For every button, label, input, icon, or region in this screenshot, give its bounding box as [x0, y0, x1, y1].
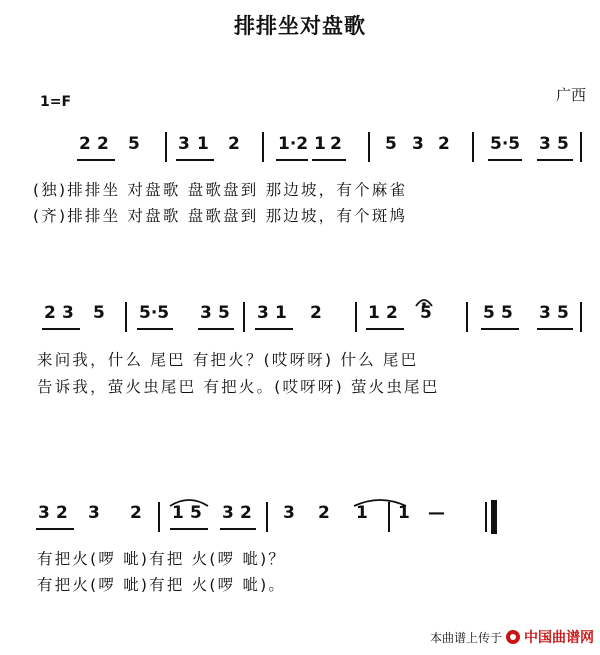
note: 2 — [438, 134, 450, 154]
note: 3 — [62, 303, 74, 323]
note: 2 — [330, 134, 342, 154]
note: 2 — [79, 134, 91, 154]
note: 5 — [190, 503, 202, 523]
barline — [466, 302, 468, 332]
note: 3 — [412, 134, 424, 154]
final-barline-thin — [485, 502, 487, 532]
lyric-chorus: (齐)排排坐 对盘歌 盘歌盘到 那边坡，有个斑鸠 — [33, 207, 408, 225]
underline — [537, 328, 573, 330]
note: 5 — [385, 134, 397, 154]
note: — — [428, 503, 445, 523]
underline — [366, 328, 404, 330]
barline — [368, 132, 370, 162]
underline — [481, 328, 519, 330]
underline — [198, 328, 234, 330]
note: 1 — [172, 503, 184, 523]
note: 2 — [228, 134, 240, 154]
note: 2 — [240, 503, 252, 523]
barline — [580, 302, 582, 332]
underline — [220, 528, 256, 530]
note: 5 — [557, 303, 569, 323]
barline — [266, 502, 268, 532]
note: 5 — [420, 303, 432, 323]
underline — [255, 328, 293, 330]
note: 5 — [557, 134, 569, 154]
barline — [262, 132, 264, 162]
underline — [137, 328, 173, 330]
note: 1 — [356, 503, 368, 523]
note: 1·2 — [278, 134, 309, 154]
lyric-solo: (独)排排坐 对盘歌 盘歌盘到 那边坡，有个麻雀 — [33, 181, 408, 199]
underline — [170, 528, 208, 530]
barline — [158, 502, 160, 532]
note: 5 — [218, 303, 230, 323]
underline — [537, 159, 573, 161]
key-signature: 1=F — [40, 94, 72, 110]
note: 3 — [539, 303, 551, 323]
underline — [276, 159, 308, 161]
note: 2 — [386, 303, 398, 323]
upload-text: 本曲谱上传于 — [429, 630, 502, 645]
song-title: 排排坐对盘歌 — [234, 14, 366, 38]
site-logo-icon — [506, 630, 520, 644]
note: 3 — [283, 503, 295, 523]
underline — [312, 159, 346, 161]
underline — [176, 159, 214, 161]
note: 1 — [197, 134, 209, 154]
lyric-chorus: 告诉我，萤火虫尾巴 有把火。(哎呀呀) 萤火虫尾巴 — [37, 378, 440, 396]
barline — [472, 132, 474, 162]
note: 3 — [38, 503, 50, 523]
barline — [580, 132, 582, 162]
lyric-solo: 有把火(啰 呲)有把 火(啰 呲)？ — [37, 550, 287, 568]
note: 5·5 — [490, 134, 521, 154]
lyric-solo: 来问我，什么 尾巴 有把火？(哎呀呀) 什么 尾巴 — [37, 351, 419, 369]
note: 5 — [128, 134, 140, 154]
underline — [36, 528, 74, 530]
note: 2 — [318, 503, 330, 523]
footer — [430, 627, 594, 647]
note: 3 — [178, 134, 190, 154]
note: 3 — [200, 303, 212, 323]
underline — [77, 159, 115, 161]
note: 5 — [93, 303, 105, 323]
note: 5 — [483, 303, 495, 323]
underline — [488, 159, 522, 161]
note: 3 — [257, 303, 269, 323]
note: 5·5 — [139, 303, 170, 323]
note: 2 — [310, 303, 322, 323]
note: 3 — [222, 503, 234, 523]
note: 1 — [398, 503, 410, 523]
final-barline-thick — [491, 500, 497, 534]
note: 1 — [368, 303, 380, 323]
note: 1 — [314, 134, 326, 154]
barline — [355, 302, 357, 332]
note: 1 — [275, 303, 287, 323]
note: 2 — [56, 503, 68, 523]
note: 2 — [44, 303, 56, 323]
note: 3 — [88, 503, 100, 523]
site-name[interactable]: 中国曲谱网 — [524, 630, 594, 646]
song-origin: 广西 — [555, 86, 586, 104]
note: 5 — [501, 303, 513, 323]
underline — [42, 328, 80, 330]
barline — [243, 302, 245, 332]
note: 2 — [97, 134, 109, 154]
note: 3 — [539, 134, 551, 154]
lyric-chorus: 有把火(啰 呲)有把 火(啰 呲)。 — [37, 576, 287, 594]
barline — [165, 132, 167, 162]
note: 2 — [130, 503, 142, 523]
barline — [125, 302, 127, 332]
